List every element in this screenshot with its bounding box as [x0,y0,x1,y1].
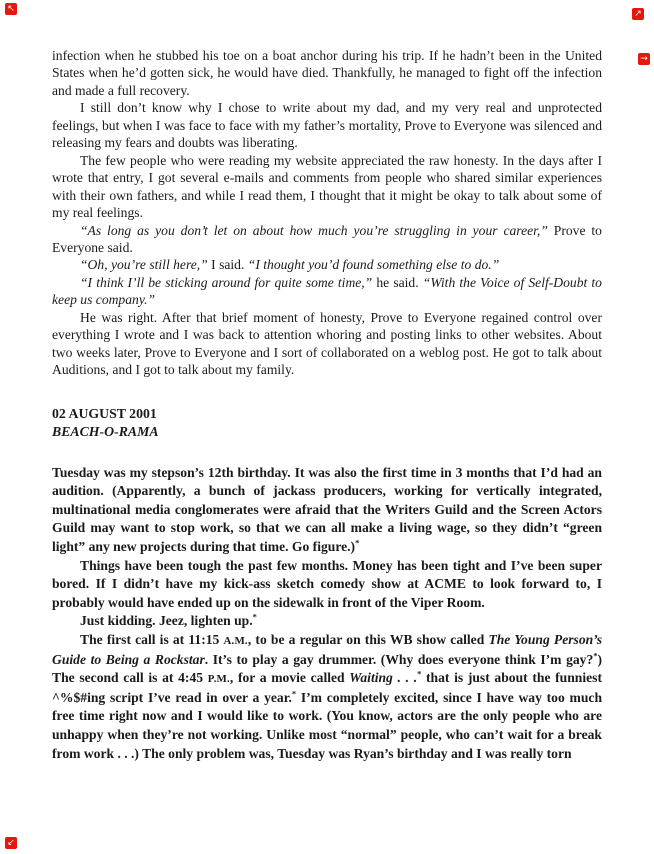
paragraph [52,309,602,379]
section-body [52,47,602,379]
section-blog [52,464,602,764]
paragraph [52,612,602,631]
text-run: BEACH-O-RAMA [52,423,159,439]
text-run: he said. [372,274,423,290]
text-run: “As long as you don’t let on about how much you’re struggling in your career,” [80,222,548,238]
paragraph [52,222,602,257]
text-run: that is just about the funniest ^%$#ing script I’ve read in over a year. [52,670,602,705]
text-run: . It’s to play a gay drummer. (Why does everyone think I’m gay? [204,651,594,667]
text-run: , to be a regular on this WB show called [247,631,489,647]
text-run: * [593,650,598,661]
text-run: He was right. After that brief moment of honesty, Prove to Everyone regained control over everything I wrote and I was back to attention whoring and posting links to other websites. About two weeks later, Prove to Everyone and I sort of collaborated on a weblog post. He got to talk about Auditions, and I got to talk about my family. [52,309,602,378]
text-run: Tuesday was my stepson’s 12th birthday. It was also the first time in 3 months that I’d had an audition. (Apparently, a bunch of jackass producers, working for vertically integrated, multinational media conglomerates were afraid that the Writers Guild and the Screen Actors Guild may want to stop work, so that we can all make a living wage, so they didn’t “green light” any new projects during that time. Go figure.) [52,464,602,554]
text-run: The Young Person’s Guide to Being a Rockstar [52,631,602,667]
text-run: “With the Voice of Self-Doubt to keep us company.” [52,274,602,308]
nav-arrow-top-left[interactable]: ↖ [5,3,17,15]
section-heading [52,405,602,441]
text-run: Things have been tough the past few months. Money has been tight and I’ve been super bored. If I didn’t have my kick-ass sketch comedy show at ACME to look forward to, I probably would have ended up on the sidewalk in front of the Viper Room. [52,557,602,610]
text-run: The few people who were reading my website appreciated the raw honesty. In the days after I wrote that entry, I got several e-mails and comments from people who shared similar experiences with their own fathers, and while I read them, I thought that it might be okay to talk about some of my real feelings. [52,152,602,221]
text-run: “I think I’ll be sticking around for quite some time,” [80,274,373,290]
nav-arrow-right[interactable]: → [638,53,650,65]
text-run: The first call is at 11:15 [80,631,224,647]
text-run: “Oh, you’re still here,” [80,257,208,273]
nav-arrow-top-right[interactable]: ↗ [632,8,644,20]
paragraph [52,99,602,151]
text-run: “I thought you’d found something else to do.” [247,257,500,273]
text-run: I’m completely excited, since I have way too much free time right now and I would like to work. (You know, actors are the only people who are unhappy when they’re not working. Unlike most “normal” people, who can’t wait for a break from work . . .) The only problem was, Tuesday was Ryan’s birthday and I was really torn [52,689,602,761]
text-run: Just kidding. Jeez, lighten up. [80,613,253,629]
text-run: Prove to Everyone said. [52,222,602,255]
paragraph [52,274,602,309]
paragraph [52,423,602,441]
paragraph [52,256,602,273]
paragraph [52,152,602,222]
paragraph [52,47,602,99]
nav-arrow-bottom-left[interactable]: ↙ [5,837,17,849]
paragraph [52,405,602,423]
article [52,47,602,763]
text-run: A.M. [223,634,248,647]
text-run: * [417,668,422,679]
text-run: infection when he stubbed his toe on a boat anchor during his trip. If he hadn’t been in the United States when he’d gotten sick, he would have died. Thankfully, he managed to fight off the infection and made a full recovery. [52,48,602,98]
text-run: 02 AUGUST 2001 [52,405,157,421]
text-run: Waiting . . . [349,670,418,686]
text-run: , for a movie called [229,670,350,686]
paragraph [52,631,602,763]
text-run: I still don’t know why I chose to write about my dad, and my very real and unprotected feelings, but when I was face to face with my father’s mortality, Prove to Everyone was silenced and releasing my fears and doubts was liberating. [52,100,602,151]
text-run: * [355,537,360,548]
text-run: ) The second call is at 4:45 [52,651,603,686]
text-run: P.M. [207,673,230,686]
paragraph [52,557,602,613]
text-run: * [291,688,297,699]
text-run: I said. [207,257,248,273]
paragraph [52,464,602,557]
text-run: * [252,611,257,622]
